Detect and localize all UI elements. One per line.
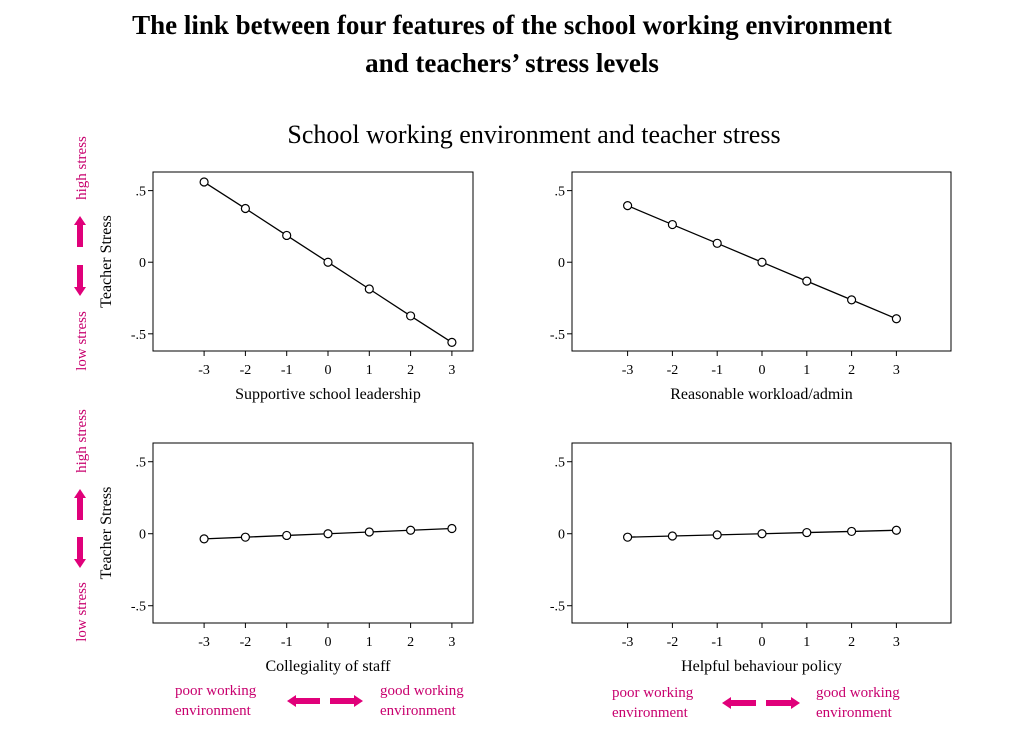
poor-environment-label-right-1: poor working: [612, 685, 694, 701]
x-tick-label: 2: [848, 363, 856, 378]
data-point: [407, 312, 415, 320]
data-point: [624, 202, 632, 210]
y-tick-label: 0: [558, 527, 565, 543]
y-tick-label: .5: [135, 184, 146, 200]
data-point: [324, 530, 332, 538]
good-environment-label-left-2: environment: [380, 703, 456, 719]
data-point: [758, 258, 766, 266]
high-stress-label-bottom: high stress: [74, 409, 90, 473]
data-point: [407, 526, 415, 534]
good-environment-label-right-1: good working: [816, 685, 900, 701]
x-tick-label: -2: [239, 635, 252, 650]
y-tick-label: .5: [135, 455, 146, 471]
x-tick-label: -1: [711, 363, 724, 378]
x-tick-label: 1: [803, 363, 811, 378]
x-tick-label: 0: [758, 363, 766, 378]
panel-frame: [153, 172, 473, 351]
data-point: [624, 533, 632, 541]
data-point: [200, 178, 208, 186]
x-tick-label: 3: [448, 635, 456, 650]
x-tick-label: -3: [198, 363, 210, 378]
chart-subtitle: School working environment and teacher stress: [287, 120, 781, 149]
y-tick-label: -.5: [130, 599, 146, 615]
panel-1: [98, 172, 473, 403]
y-tick-label: 0: [139, 256, 146, 272]
data-point: [668, 221, 676, 229]
data-point: [448, 525, 456, 533]
x-tick-label: 2: [407, 635, 415, 650]
data-point: [668, 532, 676, 540]
y-tick-label: -.5: [549, 327, 565, 343]
arrow-up-icon: [74, 216, 86, 247]
panels-layer: [98, 172, 951, 675]
high-stress-label-top: high stress: [74, 136, 90, 200]
data-point: [283, 531, 291, 539]
x-tick-label: 3: [892, 363, 900, 378]
arrow-down-icon: [74, 265, 86, 296]
x-tick-label: -3: [198, 635, 210, 650]
arrow-up-icon: [74, 489, 86, 520]
data-point: [200, 535, 208, 543]
data-point: [324, 258, 332, 266]
data-point: [848, 296, 856, 304]
data-point: [448, 338, 456, 346]
x-tick-label: -3: [621, 363, 634, 378]
x-tick-label: -2: [239, 363, 252, 378]
y-axis-label: Teacher Stress: [98, 486, 115, 580]
data-point: [241, 205, 249, 213]
x-axis-label: Collegiality of staff: [265, 658, 391, 675]
y-tick-label: .5: [554, 184, 565, 200]
panel-frame: [153, 443, 473, 623]
x-tick-label: 2: [407, 363, 415, 378]
y-tick-label: -.5: [549, 599, 565, 615]
low-stress-label-top: low stress: [74, 311, 90, 371]
x-tick-label: 2: [848, 635, 856, 650]
data-point: [892, 315, 900, 323]
x-tick-label: 3: [892, 635, 900, 650]
x-tick-label: -1: [280, 363, 293, 378]
x-tick-label: 0: [324, 363, 332, 378]
x-axis-label: Supportive school leadership: [235, 386, 421, 403]
arrow-left-icon: [287, 695, 320, 707]
x-tick-label: -2: [666, 635, 679, 650]
arrow-left-icon: [722, 697, 756, 709]
poor-environment-label-left-1: poor working: [175, 683, 257, 699]
y-tick-label: 0: [139, 527, 146, 543]
y-axis-label: Teacher Stress: [98, 215, 115, 308]
data-point: [365, 528, 373, 536]
y-tick-label: 0: [558, 256, 565, 272]
data-point: [848, 527, 856, 535]
low-stress-label-bottom: low stress: [74, 582, 90, 642]
data-point: [803, 529, 811, 537]
data-point: [283, 231, 291, 239]
data-point: [803, 277, 811, 285]
x-axis-label: Reasonable workload/admin: [670, 386, 853, 403]
y-tick-label: -.5: [130, 327, 146, 343]
data-point: [713, 531, 721, 539]
y-tick-label: .5: [554, 455, 565, 471]
main-title-line-1: The link between four features of the school working environment: [132, 10, 892, 40]
x-tick-label: -1: [711, 635, 724, 650]
data-point: [365, 285, 373, 293]
data-point: [892, 526, 900, 534]
x-tick-label: 1: [365, 635, 373, 650]
main-title-line-2: and teachers’ stress levels: [365, 48, 659, 78]
x-tick-label: 0: [324, 635, 332, 650]
good-environment-label-left-1: good working: [380, 683, 464, 699]
x-tick-label: 1: [365, 363, 373, 378]
x-axis-label: Helpful behaviour policy: [681, 658, 842, 675]
poor-environment-label-right-2: environment: [612, 705, 688, 721]
x-tick-label: -3: [621, 635, 634, 650]
poor-environment-label-left-2: environment: [175, 703, 251, 719]
x-tick-label: 3: [448, 363, 456, 378]
x-tick-label: -2: [666, 363, 679, 378]
panel-2: [550, 172, 951, 403]
arrow-right-icon: [766, 697, 800, 709]
x-tick-label: 0: [758, 635, 766, 650]
panel-4: [550, 443, 951, 675]
arrow-right-icon: [330, 695, 363, 707]
x-tick-label: 1: [803, 635, 811, 650]
data-point: [758, 530, 766, 538]
data-point: [713, 239, 721, 247]
panel-3: [98, 443, 473, 675]
good-environment-label-right-2: environment: [816, 705, 892, 721]
arrow-down-icon: [74, 537, 86, 568]
data-point: [241, 533, 249, 541]
x-tick-label: -1: [280, 635, 293, 650]
